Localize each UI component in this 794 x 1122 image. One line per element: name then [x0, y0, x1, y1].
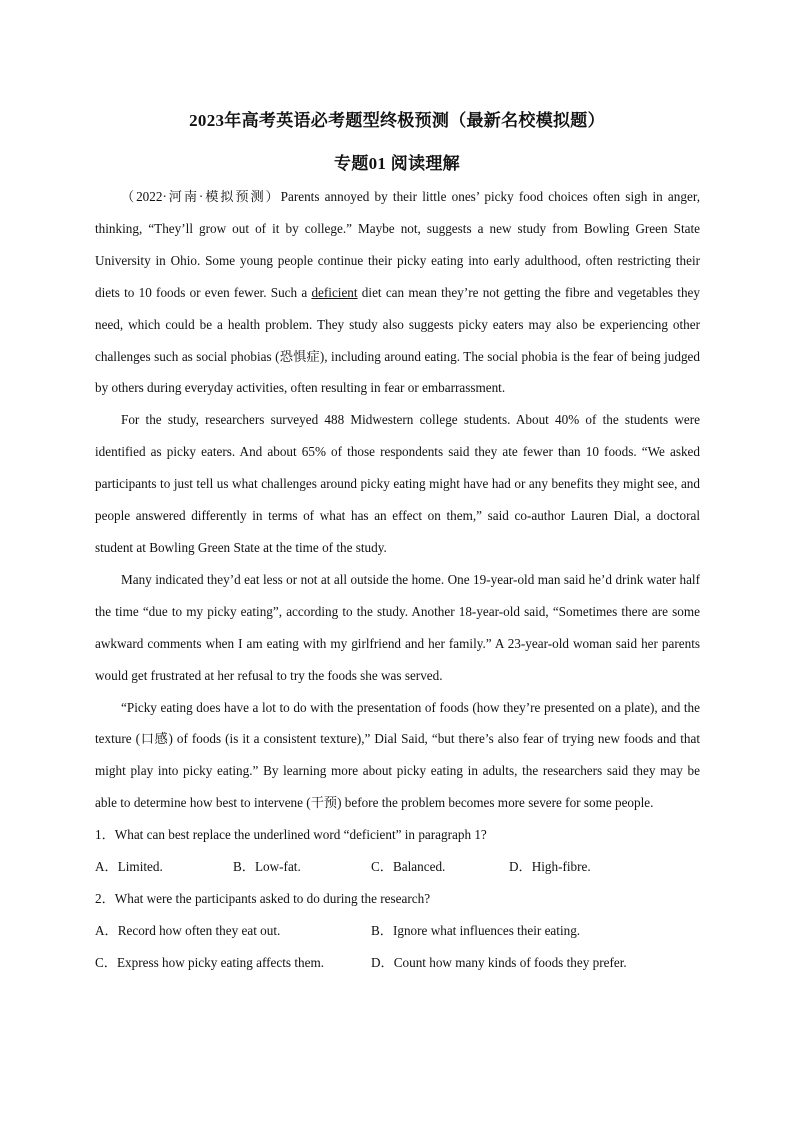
underlined-word: deficient — [311, 284, 358, 300]
paragraph-1-text-start: Parents annoyed by their little ones’ picky food choices often sigh in anger, thinking, “They’ll grow out of it by college.” Maybe not, suggests a new study from Bowling Green State University in Ohio. Some young people continue their picky eating into early adulthood, often restricting their diets to 10 foods or even fewer. Such a — [95, 189, 700, 300]
paragraph-4: “Picky eating does have a lot to do with the presentation of foods (how they’re presented on a plate), and the texture (口感) of foods (is it a consistent texture),” Dial Said, “but there’s also fear of trying new foods and that might play into picky eating.” By learning more about picky eating in adults, the researchers said they may be able to determine how best to intervene (干预) before the problem becomes more severe for some people. — [95, 699, 700, 811]
q2-option-a: A．Record how often they eat out. — [95, 922, 281, 938]
paragraph-2: For the study, researchers surveyed 488 Midwestern college students. About 40% of the students were identified as picky eaters. And about 65% of those respondents said they ate fewer than 10 foods. “We asked participants to just tell us what challenges around picky eating might have had or any benefits they might see, and people answered differently in terms of what has an effect on them,” said co-author Lauren Dial, a doctoral student at Bowling Green State at the time of the study. — [95, 412, 700, 555]
question-1 — [95, 819, 700, 883]
q2-option-b: B．Ignore what influences their eating. — [371, 922, 581, 938]
passage-source: （2022·河南·模拟预测） — [121, 189, 281, 204]
paragraph-3: Many indicated they’d eat less or not at all outside the home. One 19-year-old man said he’d drink water half the time “due to my picky eating”, according to the study. Another 18-year-old said, “Sometimes there are some awkward comments when I am eating with my girlfriend and her family.” A 23-year-old woman said her parents would get frustrated at her refusal to try the foods she was served. — [95, 571, 700, 683]
document-title: 2023年高考英语必考题型终极预测（最新名校模拟题） — [189, 111, 605, 130]
q1-option-d: D．High-fibre. — [509, 859, 591, 875]
question-2 — [95, 883, 700, 979]
q1-option-a: A．Limited. — [95, 859, 163, 875]
question-2-options-row-2 — [95, 947, 700, 979]
paragraph-1 — [95, 181, 700, 404]
question-1-options — [95, 851, 700, 883]
q2-option-d: D．Count how many kinds of foods they prefer. — [371, 954, 627, 970]
question-1-stem: 1．What can best replace the underlined word “deficient” in paragraph 1? — [95, 827, 487, 843]
section-title: 专题01 阅读理解 — [334, 154, 460, 173]
paragraph-1-text-end: diet can mean they’re not getting the fibre and vegetables they need, which could be a health problem. They study also suggests picky eaters may also be experiencing other challenges such as social phobias (恐惧症), including around eating. The social phobia is the fear of being judged by others during everyday activities, often resulting in fear or embarrassment. — [95, 284, 700, 396]
question-2-stem: 2．What were the participants asked to do during the research? — [95, 890, 431, 906]
q1-option-b: B．Low-fat. — [233, 859, 301, 875]
q1-option-c: C．Balanced. — [371, 859, 446, 875]
question-2-options-row-1 — [95, 915, 700, 947]
q2-option-c: C．Express how picky eating affects them. — [95, 954, 325, 970]
reading-passage — [95, 181, 700, 979]
